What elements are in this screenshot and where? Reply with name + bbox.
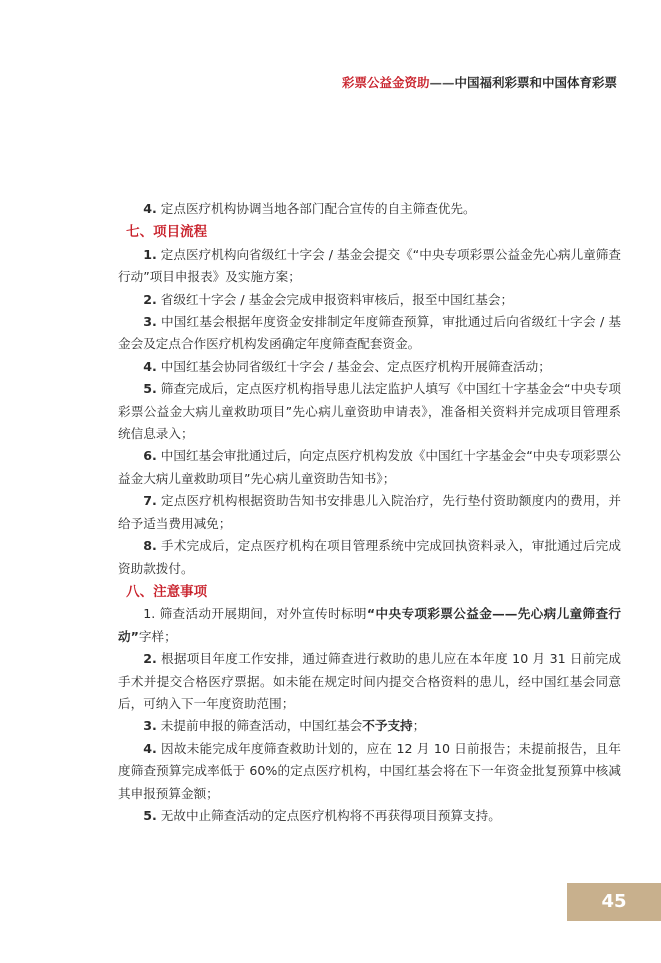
item-text-pre: 筛查活动开展期间，对外宣传时标明 xyxy=(155,606,367,622)
item-text: 手术完成后，定点医疗机构在项目管理系统中完成回执资料录入，审批通过后完成资助款拨付。 xyxy=(118,538,621,576)
item-text-post: 字样； xyxy=(138,628,177,644)
item-text: 无故中止筛查活动的定点医疗机构将不再获得项目预算支持。 xyxy=(156,807,501,823)
item-text: 定点医疗机构协调当地各部门配合宣传的自主筛查优先。 xyxy=(156,201,476,216)
item-text: 中国红基会根据年度资金安排制定年度筛查预算，审批通过后向省级红十字会 / 基金会及定点合作医疗机构发函确定年度筛查配套资金。 xyxy=(118,314,621,352)
header-dash: —— xyxy=(429,75,455,90)
note-1 xyxy=(118,603,621,648)
item-text: 中国红基会协同省级红十字会 / 基金会、定点医疗机构开展筛查活动； xyxy=(156,358,551,374)
paragraph-4-priority xyxy=(118,198,621,220)
item-text-post: ； xyxy=(412,718,426,734)
note-2 xyxy=(118,648,621,715)
item-number: 7. xyxy=(143,493,157,509)
item-number: 1. xyxy=(143,606,156,622)
process-step-2 xyxy=(118,289,621,311)
item-number: 4. xyxy=(143,201,157,216)
section-heading-process: 七、项目流程 xyxy=(126,224,208,241)
item-number: 2. xyxy=(143,291,157,307)
item-number: 1. xyxy=(143,246,157,262)
item-number: 5. xyxy=(143,807,157,823)
item-number: 4. xyxy=(143,740,157,756)
item-text-pre: 未提前申报的筛查活动，中国红基会 xyxy=(156,718,363,734)
item-number: 6. xyxy=(143,448,157,464)
item-number: 4. xyxy=(143,358,157,374)
note-5 xyxy=(118,805,621,827)
header-accent-text: 彩票公益金资助 xyxy=(341,75,430,90)
process-step-4 xyxy=(118,356,621,378)
body-content xyxy=(118,198,621,827)
item-text: 中国红基会审批通过后，向定点医疗机构发放《中国红十字基金会“中央专项彩票公益金大病儿童救助项目”先心病儿童资助告知书》； xyxy=(118,448,621,486)
page-number: 45 xyxy=(567,883,661,921)
item-text: 因故未能完成年度筛查救助计划的，应在 12 月 10 日前报告；未提前报告，且年度筛查预算完成率低于 60%的定点医疗机构，中国红基会将在下一年资金批复预算中核减其申报预算金额； xyxy=(118,740,621,801)
item-number: 2. xyxy=(143,651,157,667)
item-number: 5. xyxy=(143,381,157,397)
process-step-7 xyxy=(118,490,621,535)
item-number: 8. xyxy=(143,538,157,554)
item-text: 筛查完成后，定点医疗机构指导患儿法定监护人填写《中国红十字基金会“中央专项彩票公益金大病儿童救助项目”先心病儿童资助申请表》，准备相关资料并完成项目管理系统信息录入； xyxy=(118,381,621,442)
section-heading-notes: 八、注意事项 xyxy=(126,583,208,600)
running-header xyxy=(342,73,617,91)
item-text: 省级红十字会 / 基金会完成申报资料审核后，报至中国红基会； xyxy=(156,291,514,307)
process-step-1 xyxy=(118,244,621,289)
item-number: 3. xyxy=(143,718,157,734)
note-4 xyxy=(118,738,621,805)
item-text: 定点医疗机构根据资助告知书安排患儿入院治疗，先行垫付资助额度内的费用，并给予适当费用减免； xyxy=(118,493,621,531)
process-step-8 xyxy=(118,535,621,580)
item-number: 3. xyxy=(143,314,157,330)
item-text: 定点医疗机构向省级红十字会 / 基金会提交《“中央专项彩票公益金先心病儿童筛查行动”项目申报表》及实施方案； xyxy=(118,246,621,285)
process-step-5 xyxy=(118,378,621,445)
process-step-3 xyxy=(118,311,621,356)
item-text: 根据项目年度工作安排，通过筛查进行救助的患儿应在本年度 10 月 31 日前完成手术并提交合格医疗票据。如未能在规定时间内提交合格资料的患儿，经中国红基会同意后，可纳入下一年度资助范围； xyxy=(118,651,621,711)
item-text-bold: “中央专项彩票公益金——先心病儿童筛查行动” xyxy=(118,606,621,644)
item-text-bold: 不予支持 xyxy=(362,718,413,734)
header-rest-text: 中国福利彩票和中国体育彩票 xyxy=(454,75,617,90)
note-3 xyxy=(118,715,621,737)
process-step-6 xyxy=(118,445,621,490)
